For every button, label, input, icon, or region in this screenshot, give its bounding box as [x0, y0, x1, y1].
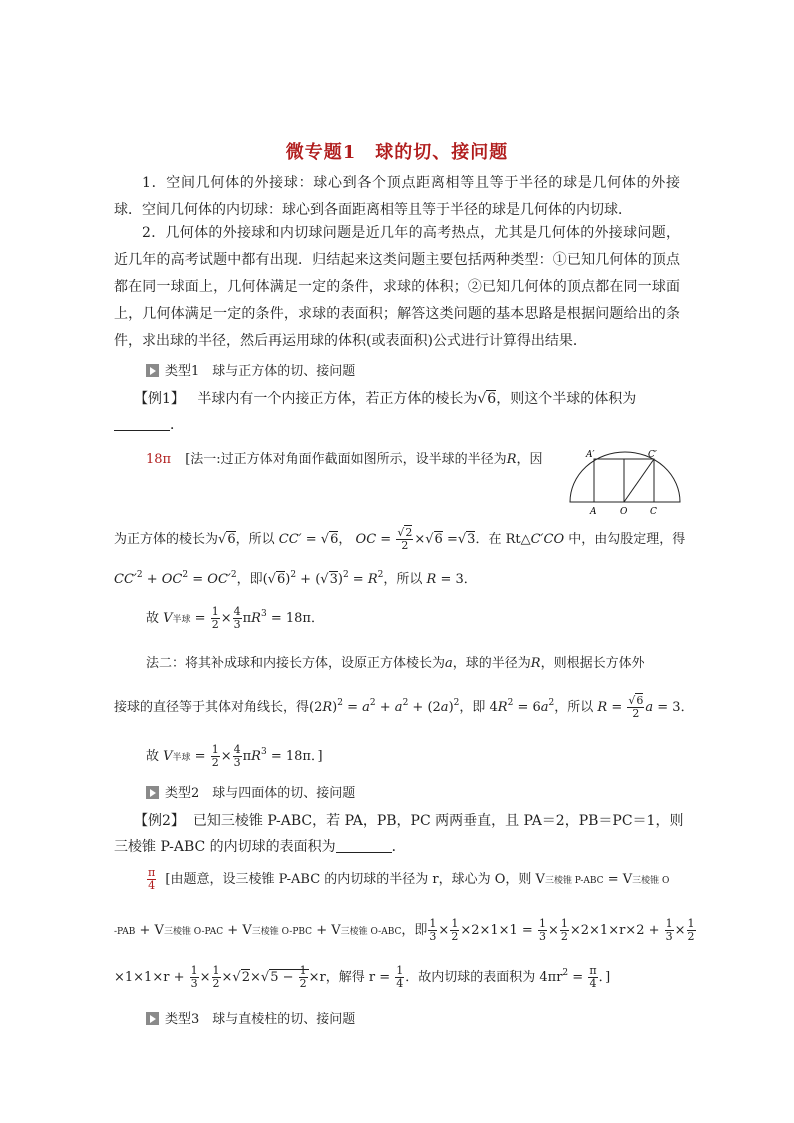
example-2-question-line-2: 三棱锥 P-ABC 的内切球的表面积为 ．: [114, 839, 406, 855]
answer-blank: [114, 418, 170, 431]
example-1-method-2-line-1: 法二：将其补成球和内接长方体，设原正方体棱长为a，球的半径为R，则根据长方体外: [146, 656, 645, 671]
page-title: 微专题1 球的切、接问题: [285, 142, 509, 163]
example-1-method-2-line-3: 故 V半球 = $\frac{1}{2}$ × $\frac{4}{3}$ $\pi R^3 = 18\pi$．]: [146, 743, 323, 769]
example-2-answer: $\frac{\pi}{4}$: [148, 866, 156, 892]
example-1-solution-line-3: $CC'^2 + OC^2 = OC'^2$，即(√ 6)$^2$ + (√ $3)^2 = R^2$，所以 R = 3．: [114, 568, 477, 587]
play-triangle-icon: [146, 364, 159, 377]
example-1-solution-line-2: 为正方体的棱长为√ 6，所以 CC′ = √ 6， OC = √ $\frac{2}{2}$ ×√ 6 =√ 3．在 Rt△C′CO 中，由勾股定理，得: [114, 527, 685, 552]
example-1-solution-line-4: 故 V半球 = $\frac{1}{2}$ × $\frac{4}{3}$ $\pi R^3 = 18\pi$．: [146, 605, 324, 631]
label-o: O: [620, 507, 628, 517]
label-a-prime: A′: [586, 450, 595, 460]
radius-oc-prime: [624, 459, 654, 502]
example-2-solution-line-1: $\frac{\pi}{4}$ [由题意，设三棱锥 P-ABC 的内切球的半径为 r，球心为 O，则 V三棱锥 P-ABC = V三棱锥 O: [148, 866, 670, 892]
example-2-solution-line-2: -PAB + V三棱锥 O-PAC + V三棱锥 O-PBC + V三棱锥 O-ABC，即 $\frac{1}{3}$ × $\frac{1}{2}$ ×2×1×1 = $\frac{1}{3}$ × $\frac{1}{2}$ ×2×1×r×2 + $\frac{1}{3}$ × $\frac{1}{2}$: [114, 917, 695, 943]
example-1-method-2-line-2: 接球的直径等于其体对角线长，得$(2R)^2 = a^2 + a^2 + (2a)^2$，即 $4R^2 = 6a^2$，所以 R = √ $\frac{6}{2}$ a = 3．: [114, 695, 694, 720]
intro-paragraph-2: 2．几何体的外接球和内切球问题是近几年的高考热点，尤其是几何体的外接球问题，近几年的高考试题中都有出现．归结起来这类问题主要包括两种类型：①已知几何体的顶点都在同一球面上，几何体满足一定的条件，求球的体积；②已知几何体的顶点都在同一球面上，几何体满足一定的条件，求球的表面积；解答这类问题的基本思路是根据问题给出的条件，求出球的半径，然后再运用球的体积(或表面积)公式进行计算得出结果．: [114, 225, 680, 349]
type-2-header: [146, 782, 355, 801]
type-3-label: 类型3 球与直棱柱的切、接问题: [165, 1012, 356, 1027]
play-triangle-icon: [146, 786, 159, 799]
intro-paragraph-1: 1．空间几何体的外接球：球心到各个顶点距离相等且等于半径的球是几何体的外接球．空间几何体的内切球：球心到各面距离相等且等于半径的球是几何体的内切球．: [114, 175, 680, 218]
label-c: C: [650, 507, 657, 517]
answer-blank: [336, 840, 392, 853]
type-3-header: [146, 1008, 355, 1027]
example-2-question-line-1: 【例2】 已知三棱锥 P-ABC，若 PA，PB，PC 两两垂直，且 PA＝2，PB＝PC＝1，则: [134, 813, 684, 829]
play-triangle-icon: [146, 1012, 159, 1025]
label-a: A: [590, 507, 597, 517]
example-1-answer-line: ．: [114, 414, 184, 434]
example-2-tag: 【例2】: [134, 813, 185, 829]
type-1-header: [146, 360, 355, 379]
cross-section-figure: [566, 448, 684, 520]
example-2-solution-line-3: ×1×1×r + $\frac{1}{3}$ × $\frac{1}{2}$ ×√ 2×√ 5 − $\frac{1}{2}$ ×r，解得 r = $\frac{1}{4}$ ．故内切球的表面积为 $4\pi r^2$ = $\frac{\pi}{4}$ ．]: [114, 965, 610, 990]
type-1-label: 类型1 球与正方体的切、接问题: [165, 364, 356, 379]
example-1-answer: 18π: [146, 452, 172, 467]
example-1-tag: 【例1】: [134, 391, 185, 407]
example-1-solution-line-1: 18π [法一:过正方体对角面作截面如图所示，设半球的半径为R，因: [146, 452, 543, 467]
example-1-question: 【例1】 半球内有一个内接正方体，若正方体的棱长为√ 6，则这个半球的体积为: [134, 388, 636, 408]
type-2-label: 类型2 球与四面体的切、接问题: [165, 786, 356, 801]
label-c-prime: C′: [648, 450, 657, 460]
fraction-sqrt2-over-2: √ $\frac{2}{2}$: [396, 527, 413, 552]
